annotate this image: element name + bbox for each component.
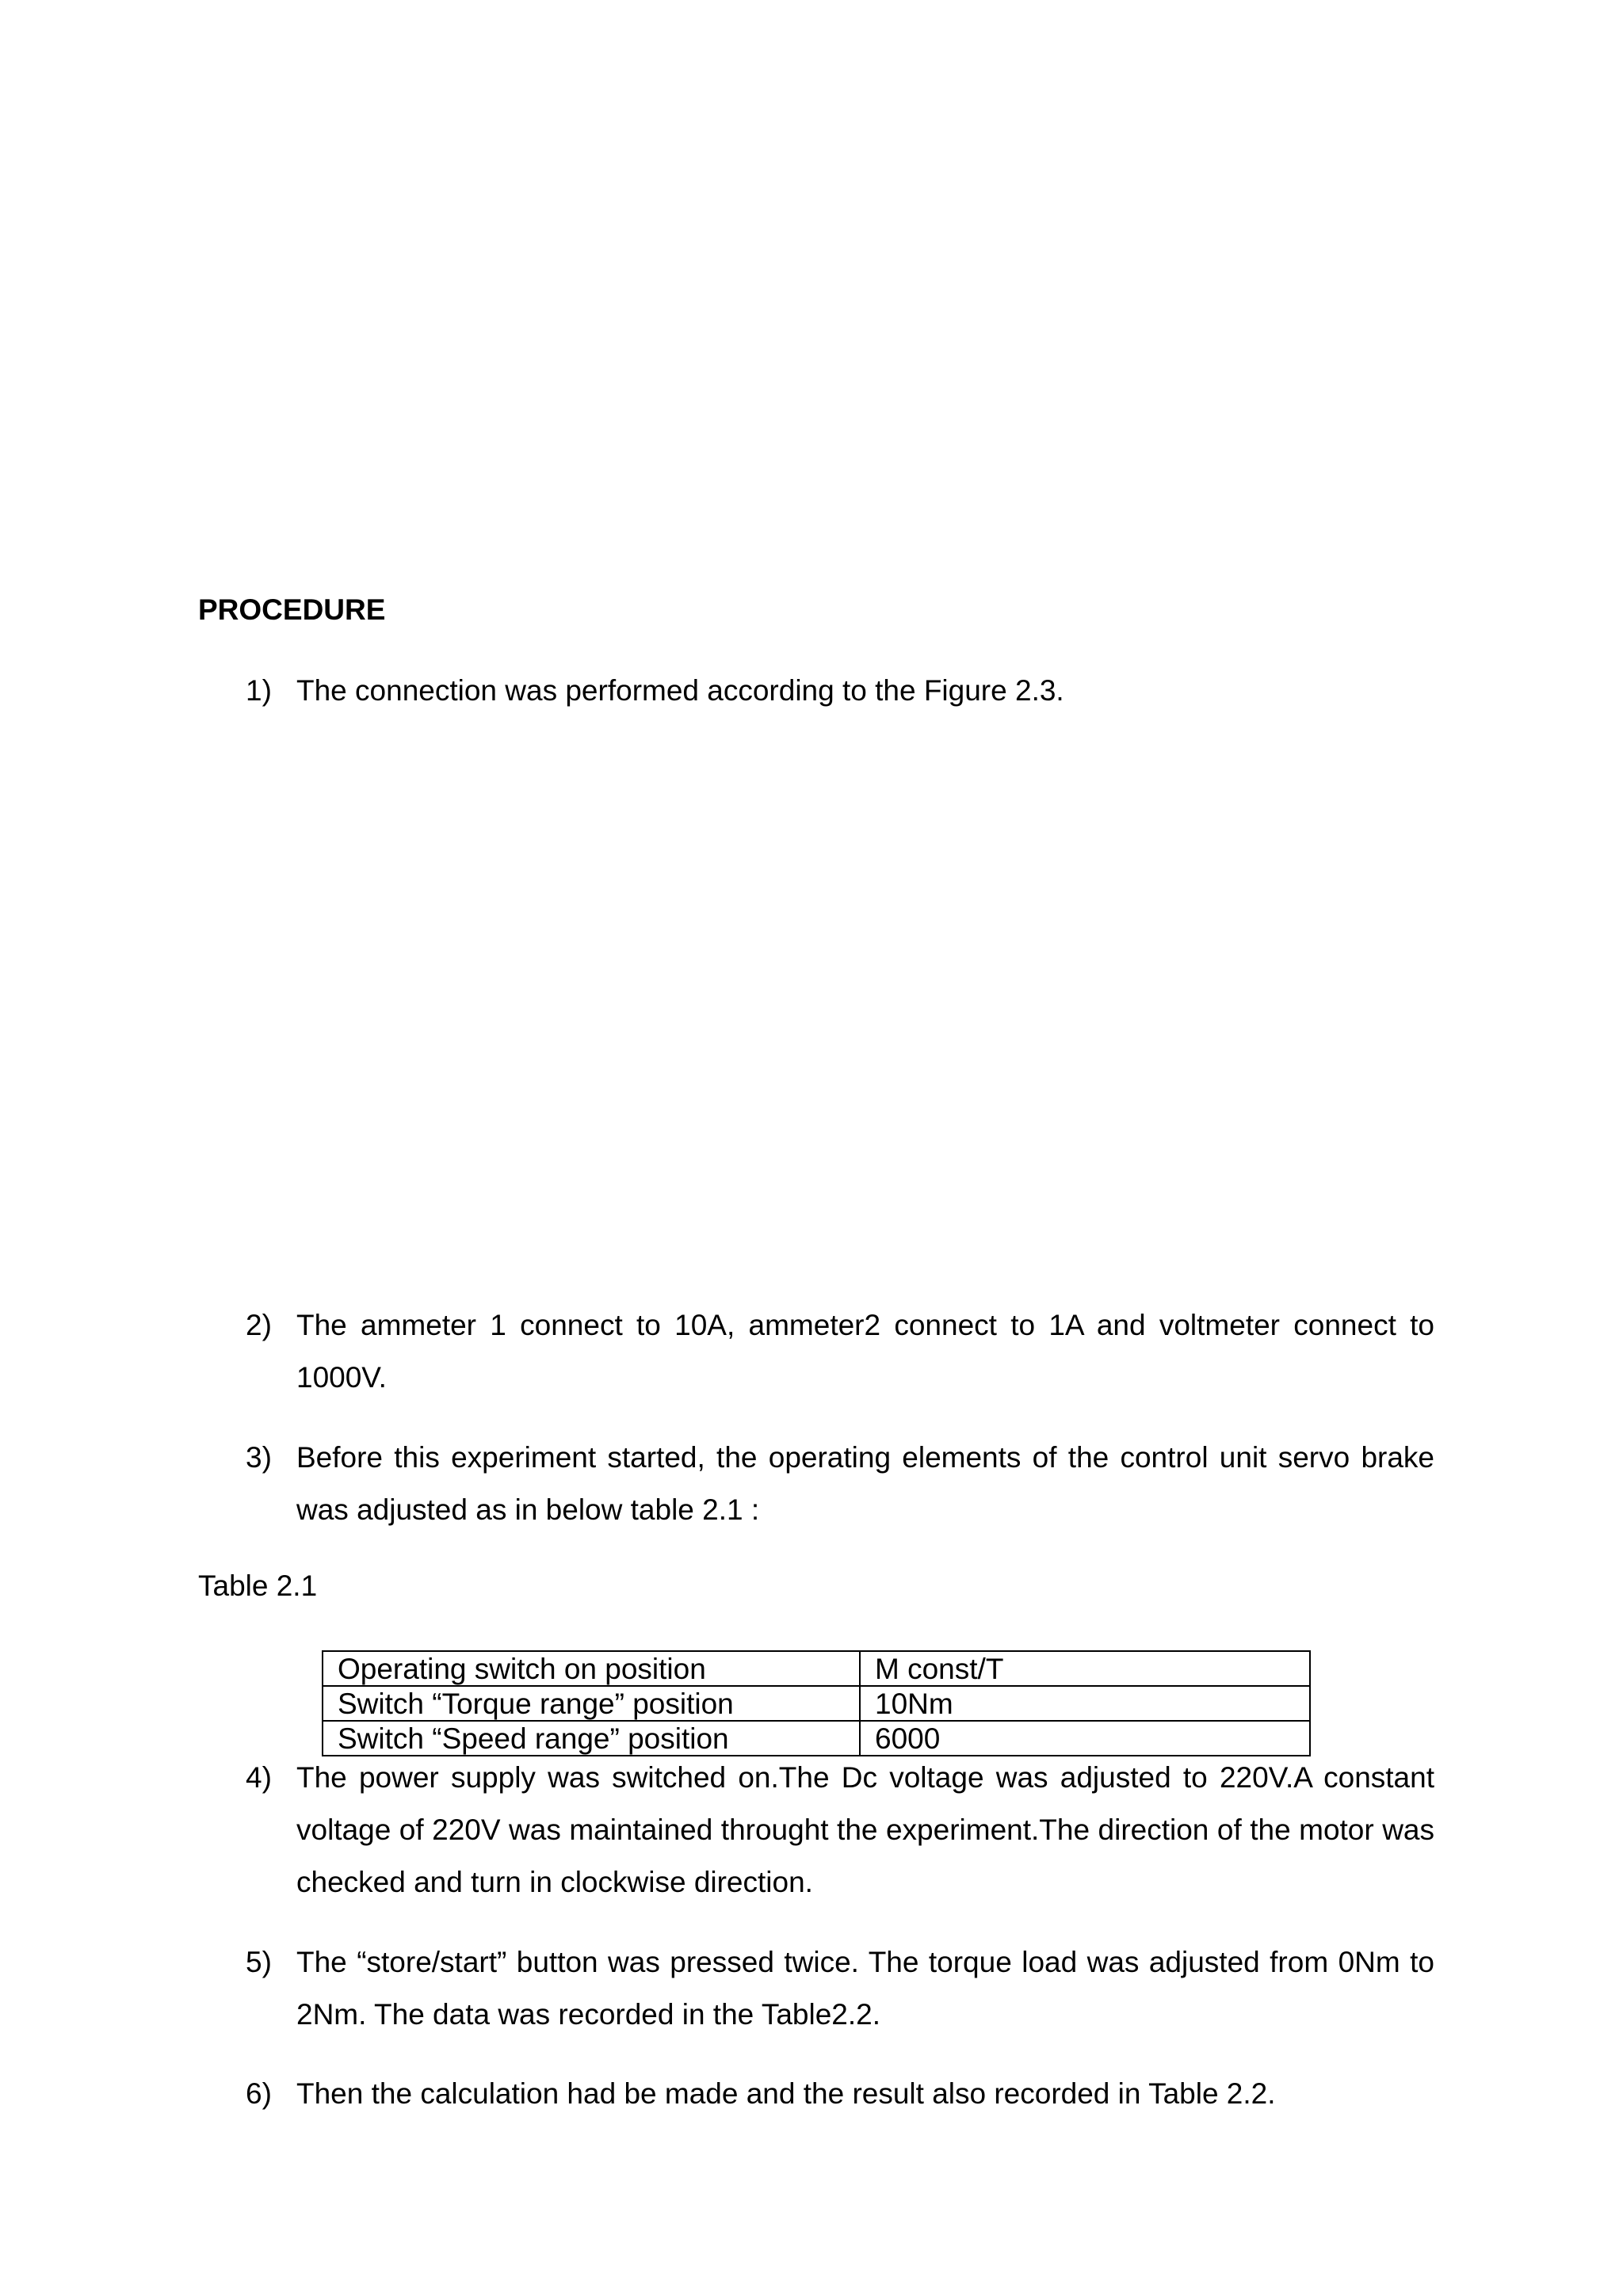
step-number: 1) [246, 674, 272, 707]
table-row [323, 1721, 1310, 1756]
step-text: The ammeter 1 connect to 10A, ammeter2 connect to 1A and voltmeter connect to 1000V. [296, 1309, 1434, 1394]
step-text: Before this experiment started, the operating elements of the control unit servo brake was adjusted as in below table 2.1 : [296, 1441, 1434, 1526]
table-caption: Table 2.1 [198, 1569, 318, 1602]
table-row [323, 1686, 1310, 1721]
table-cell: Operating switch on position [323, 1651, 860, 1686]
step-text: Then the calculation had be made and the result also recorded in Table 2.2. [296, 2077, 1276, 2110]
table-row [323, 1651, 1310, 1686]
step-number: 5) [246, 1946, 272, 1978]
settings-table [322, 1650, 1311, 1756]
table-cell: M const/T [860, 1651, 1310, 1686]
step-number: 2) [246, 1309, 272, 1341]
procedure-step-4 [246, 1752, 1434, 1909]
step-text: The power supply was switched on.The Dc voltage was adjusted to 220V.A constant voltage of 220V was maintained throught the experiment.The direction of the motor was checked and turn in clockwise direction. [296, 1761, 1434, 1898]
step-number: 4) [246, 1761, 272, 1794]
procedure-step-1 [246, 665, 1434, 717]
step-number: 6) [246, 2077, 272, 2110]
step-number: 3) [246, 1441, 272, 1474]
step-text: The “store/start” button was pressed twice. The torque load was adjusted from 0Nm to 2Nm. The data was recorded in the Table2.2. [296, 1946, 1434, 2031]
table-cell: 6000 [860, 1721, 1310, 1756]
procedure-step-5 [246, 1936, 1434, 2041]
step-text: The connection was performed according to the Figure 2.3. [296, 674, 1064, 707]
table-cell: Switch “Torque range” position [323, 1686, 860, 1721]
section-heading: PROCEDURE [198, 593, 386, 626]
procedure-step-2 [246, 1299, 1434, 1404]
procedure-step-6 [246, 2068, 1434, 2120]
table-cell: 10Nm [860, 1686, 1310, 1721]
table-cell: Switch “Speed range” position [323, 1721, 860, 1756]
procedure-step-3 [246, 1432, 1434, 1536]
